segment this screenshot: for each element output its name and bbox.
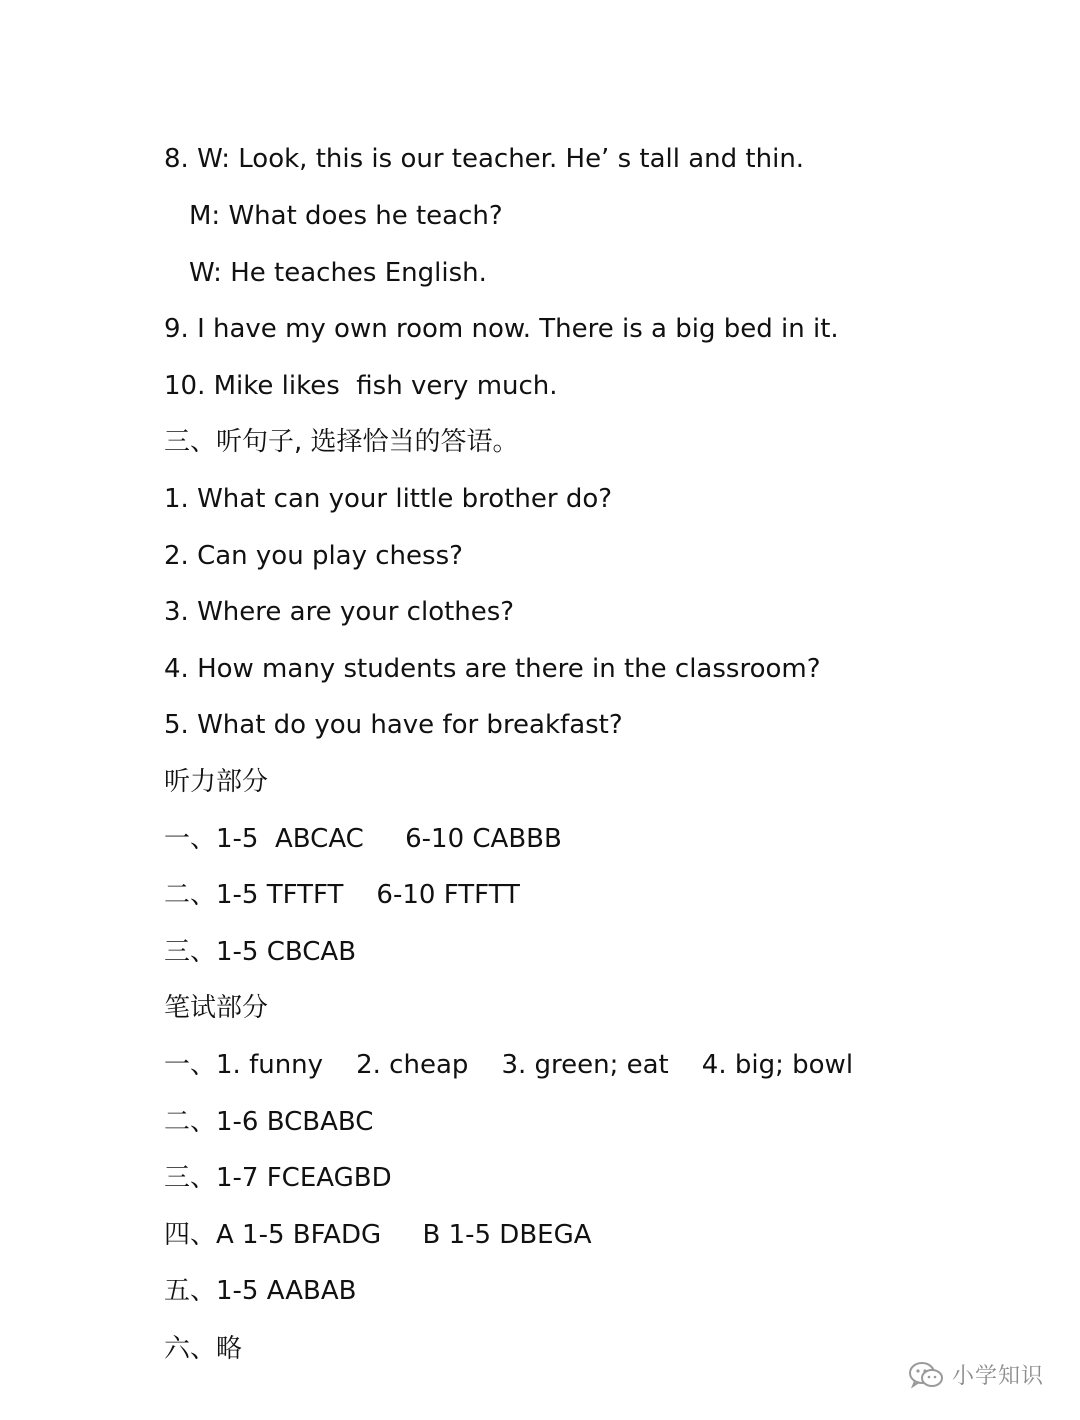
watermark-text: 小学知识 — [951, 1364, 1044, 1389]
question-5: 5. What do you have for breakfast? — [164, 710, 623, 740]
dialogue-line-8-w2: W: He teaches English. — [189, 258, 487, 288]
answers-written-heading: 笔试部分 — [164, 993, 269, 1023]
question-1: 1. What can your little brother do? — [164, 484, 613, 514]
question-2: 2. Can you play chess? — [164, 541, 463, 571]
answers-written-4: 四、A 1-5 BFADG B 1-5 DBEGA — [164, 1220, 592, 1250]
answers-listening-1: 一、1-5 ABCAC 6-10 CABBB — [164, 824, 562, 854]
listening-item-9: 9. I have my own room now. There is a big bed in it. — [164, 314, 839, 344]
answers-written-3: 三、1-7 FCEAGBD — [164, 1163, 392, 1193]
question-4: 4. How many students are there in the classroom? — [164, 654, 821, 684]
answers-written-6: 六、略 — [164, 1334, 243, 1364]
answers-written-1: 一、1. funny 2. cheap 3. green; eat 4. big; bowl — [164, 1050, 854, 1080]
answers-written-2: 二、1-6 BCBABC — [164, 1107, 374, 1137]
answers-listening-heading: 听力部分 — [164, 767, 269, 797]
dialogue-line-8-w1: 8. W: Look, this is our teacher. He’ s tall and thin. — [164, 144, 805, 174]
answers-listening-2: 二、1-5 TFTFT 6-10 FTFTT — [164, 880, 520, 910]
question-3: 3. Where are your clothes? — [164, 597, 515, 627]
dialogue-line-8-m: M: What does he teach? — [189, 201, 503, 231]
listening-item-10: 10. Mike likes fish very much. — [164, 371, 558, 401]
answers-written-5: 五、1-5 AABAB — [164, 1276, 357, 1306]
answers-listening-3: 三、1-5 CBCAB — [164, 937, 357, 967]
section-heading-3: 三、听句子, 选择恰当的答语。 — [164, 427, 519, 457]
wechat-icon — [908, 1361, 944, 1389]
watermark — [908, 1359, 1044, 1390]
